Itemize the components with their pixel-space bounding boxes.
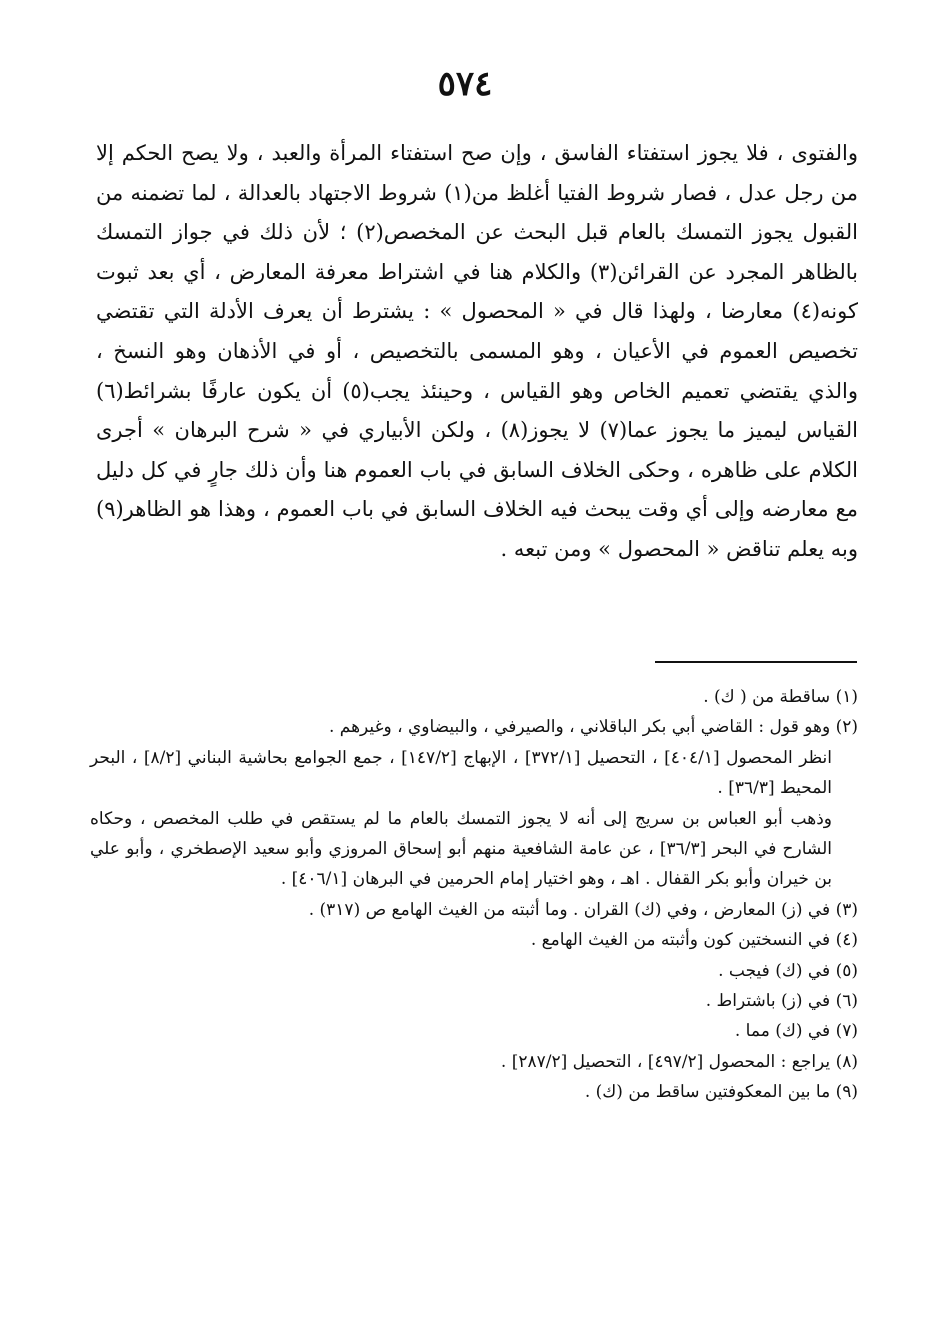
footnote-8: (٨) يراجع : المحصول [٤٩٧/٢] ، التحصيل [٢٨٧/٢] .: [500, 1051, 858, 1072]
footnote-2-references: انظر المحصول [٤٠٤/١] ، التحصيل [٣٧٢/١] ، الإبهاج [١٤٧/٢] ، جمع الجوامع بحاشية البناني [٨/٢] ، البحر المحيط [٣٦/٣] .: [90, 747, 832, 799]
main-text-block: [96, 134, 858, 570]
footnote-1: (١) ساقطة من ( ك) .: [703, 687, 858, 707]
footnote-6: (٦) في (ز) باشتراط .: [705, 991, 858, 1012]
footnote-separator: [655, 661, 857, 663]
footnote-3: (٣) في (ز) المعارض ، وفي (ك) القران . وما أثبته من الغيث الهامع ص (٣١٧) .: [308, 899, 858, 920]
page-number: ٥٧٤: [437, 64, 493, 104]
footnote-2-continuation: وذهب أبو العباس بن سريج إلى أنه لا يجوز التمسك بالعام ما لم يستقص في طلب المخصص ، وحكاه الشارح في البحر [٣٦/٣] ، عن عامة الشافعية منهم أبو إسحاق المروزي وأبو سعيد الإصطخري ، وأبو علي بن خيران وأبو بكر القفال . اهـ ، وهو اختيار إمام الحرمين في البرهان [٤٠٦/١] .: [90, 808, 832, 890]
footnotes-block: [90, 682, 858, 1108]
footnote-9: (٩) ما بين المعكوفتين ساقط من (ك) .: [584, 1082, 858, 1103]
footnote-7: (٧) في (ك) مما .: [734, 1021, 858, 1042]
footnote-4: (٤) في النسختين كون وأثبته من الغيث الهامع .: [530, 930, 858, 951]
footnote-2: (٢) وهو قول : القاضي أبي بكر الباقلاني ، والصيرفي ، والبيضاوي ، وغيرهم .: [328, 717, 858, 738]
footnote-5: (٥) في (ك) فيجب .: [718, 960, 858, 981]
body-paragraph: والفتوى ، فلا يجوز استفتاء الفاسق ، وإن صح استفتاء المرأة والعبد ، ولا يصح الحكم إلا من رجل عدل ، فصار شروط الفتيا أغلظ من(١) شروط الاجتهاد بالعدالة ، لما تضمنه من القبول يجوز التمسك بالعام قبل البحث عن المخصص(٢) ؛ لأن ذلك في جواز التمسك بالظاهر المجرد عن القرائن(٣) والكلام هنا في اشتراط معرفة المعارض ، أي بعد ثبوت كونه(٤) معارضا ، ولهذا قال في « المحصول » : يشترط أن يعرف الأدلة التي تقتضي تخصيص العموم في الأعيان ، وهو المسمى بالتخصيص ، أو في الأذهان وهو النسخ ، والذي يقتضي تعميم الخاص وهو القياس ، وحينئذ يجب(٥) أن يكون عارفًا بشرائط(٦) القياس ليميز ما يجوز عما(٧) لا يجوز(٨) ، ولكن الأبياري في « شرح البرهان » أجرى الكلام على ظاهره ، وحكى الخلاف السابق في باب العموم هنا وأن ذلك جارٍ في كل دليل مع معارضه وإلى أي وقت يبحث فيه الخلاف السابق في باب العموم ، وهذا هو الظاهر(٩) وبه يعلم تناقض « المحصول » ومن تبعه .: [96, 141, 858, 561]
